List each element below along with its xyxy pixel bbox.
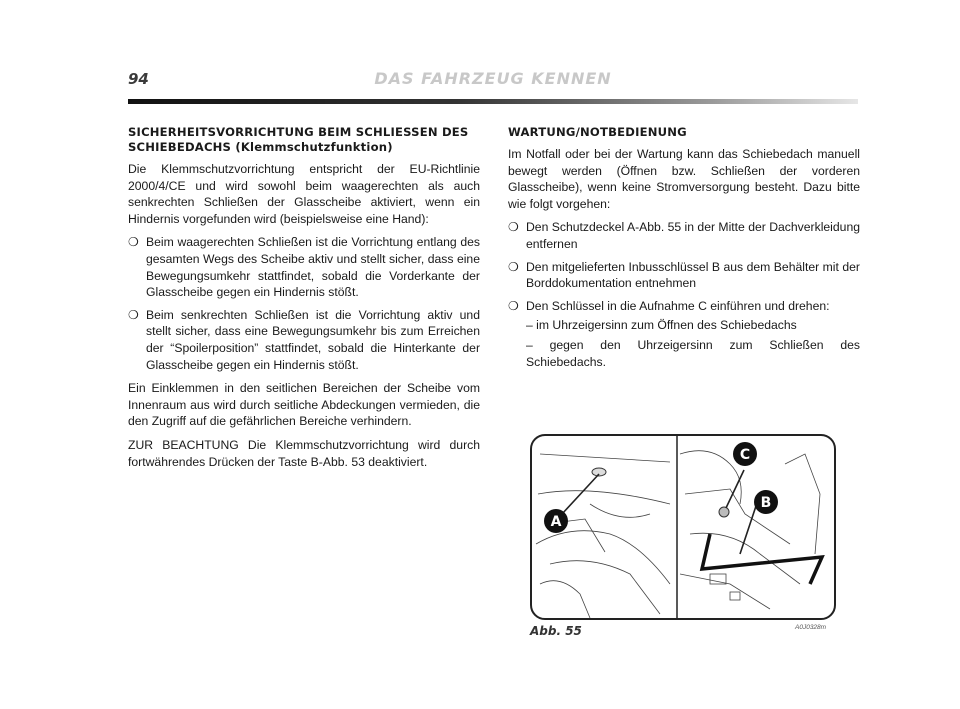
right-column: [508, 125, 860, 377]
list-item: ❍ Den Schutzdeckel A-Abb. 55 in der Mitte der Dachverkleidung entfernen: [508, 220, 860, 251]
figure-55-illustration: [530, 434, 836, 620]
list-item: ❍ Den Schlüssel in die Aufnahme C einführen und drehen: – im Uhrzeigersinn zum Öffnen des Schiebedachs – gegen den Uhrzeigersinn zum Schließen des Schiebedachs.: [508, 298, 860, 369]
left-paragraph-2: Ein Einklemmen in den seitlichen Bereichen der Scheibe vom Innenraum aus wird durch seitliche Abdeckungen vermieden, die den Zugriff auf die gefährlichen Bereiche verhindern.: [128, 381, 480, 429]
bullet-icon: ❍: [508, 220, 519, 235]
left-intro: Die Klemmschutzvorrichtung entspricht der EU-Richtlinie 2000/4/CE und wird sowohl beim waagerechten als auch senkrechten Schließen der Glasscheibe aktiviert, wenn ein Hindernis vorgefunden wird (beispielsweise eine Hand):: [128, 162, 480, 226]
dash-item: – im Uhrzeigersinn zum Öffnen des Schiebedachs: [526, 318, 797, 333]
list-item: ❍ Beim senkrechten Schließen ist die Vorrichtung aktiv und stellt sicher, dass eine Bewegungsumkehr bis zum Erreichen der “Spoilerposition” stattfindet, sobald die Hinterkante der Glasscheibe gegen ein Hindernis stößt.: [128, 307, 480, 372]
list-item: ❍ Den mitgelieferten Inbusschlüssel B aus dem Behälter mit der Borddokumentation entnehmen: [508, 259, 860, 291]
header-rule: [128, 99, 858, 104]
section-title: DAS FAHRZEUG KENNEN: [374, 69, 612, 88]
page-number: 94: [128, 70, 149, 88]
callout-a-label: A: [550, 514, 562, 530]
left-bullet-list: [128, 234, 480, 373]
left-note: ZUR BEACHTUNG Die Klemmschutzvorrichtung wird durch fortwährendes Drücken der Taste B-Abb. 53 deaktiviert.: [128, 437, 480, 469]
right-intro: Im Notfall oder bei der Wartung kann das Schiebedach manuell bewegt werden (Öffnen bzw. Schließen der vorderen Glasscheibe), wenn keine Stromversorgung besteht. Dazu bitte wie folgt vorgehen:: [508, 147, 860, 211]
figure-caption: Abb. 55: [530, 624, 582, 638]
dash-item: – gegen den Uhrzeigersinn zum Schließen des Schiebedachs.: [526, 337, 860, 369]
list-item: ❍ Beim waagerechten Schließen ist die Vorrichtung entlang des gesamten Wegs des Scheibe aktiv und stellt sicher, dass eine Bewegungsumkehr stattfindet, sobald die Vorderkante der Glasscheibe gegen ein Hindernis stößt.: [128, 235, 480, 300]
right-bullet-list: [508, 219, 860, 370]
bullet-icon: ❍: [128, 235, 139, 250]
bullet-icon: ❍: [128, 307, 139, 322]
bullet-icon: ❍: [508, 259, 519, 274]
figure-code: A0J0328m: [795, 624, 827, 631]
page-header: [128, 70, 858, 94]
left-heading: SICHERHEITSVORRICHTUNG BEIM SCHLIESSEN DES SCHIEBEDACHS (Klemmschutzfunktion): [128, 125, 469, 154]
right-heading: WARTUNG/NOTBEDIENUNG: [508, 125, 687, 139]
callout-b-label: B: [760, 495, 772, 511]
left-column: [128, 125, 480, 477]
callout-c-label: C: [739, 447, 751, 463]
bullet-icon: ❍: [508, 298, 519, 313]
